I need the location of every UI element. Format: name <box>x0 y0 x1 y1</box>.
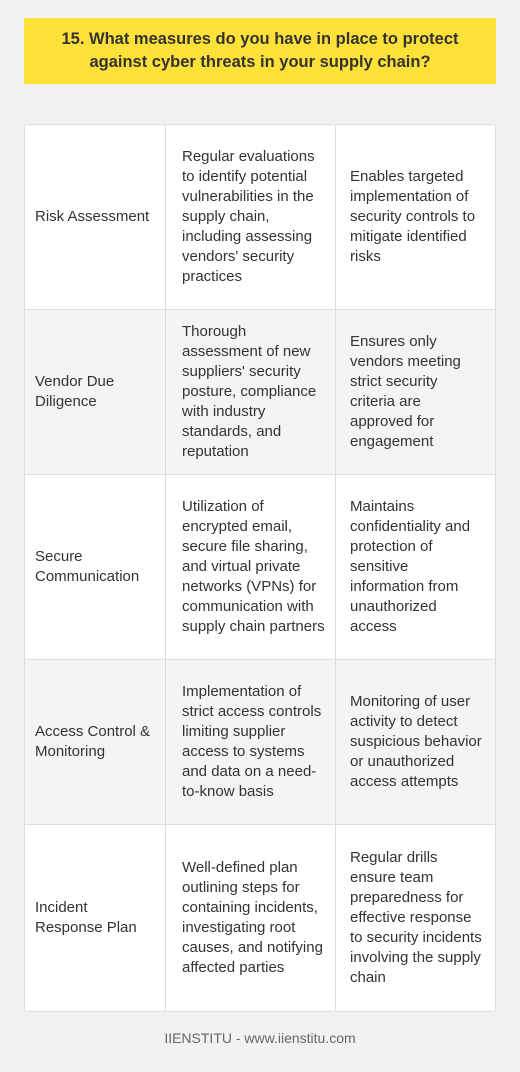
table-row <box>25 125 495 310</box>
benefit-cell: Maintains confidentiality and protection of sensitive information from unauthorized access <box>350 498 471 635</box>
description-cell: Well-defined plan outlining steps for containing incidents, investigating root causes, and notifying affected parties <box>166 825 336 1011</box>
table-row <box>25 310 495 475</box>
footer-credit: IIENSTITU - www.iienstitu.com <box>164 1030 356 1046</box>
title-banner <box>24 18 496 84</box>
description-cell: Implementation of strict access controls limiting supplier access to systems and data on a need-to-know basis <box>166 660 336 824</box>
measure-cell: Risk Assessment <box>25 125 166 309</box>
table-row <box>25 475 495 660</box>
table-row <box>25 660 495 825</box>
description-cell: Utilization of encrypted email, secure file sharing, and virtual private networks (VPNs) for communication with supply chain partners <box>166 475 336 659</box>
measure-cell: Secure Communication <box>25 475 166 659</box>
benefit-cell: Monitoring of user activity to detect suspicious behavior or unauthorized access attempts <box>350 693 482 790</box>
page-title: 15. What measures do you have in place to protect against cyber threats in your supply chain? <box>61 30 459 71</box>
benefit-cell: Enables targeted implementation of security controls to mitigate identified risks <box>350 168 476 265</box>
description-cell: Thorough assessment of new suppliers' security posture, compliance with industry standards, and reputation <box>166 310 336 474</box>
benefit-cell: Regular drills ensure team preparedness for effective response to security incidents involving the supply chain <box>350 849 482 986</box>
table-row <box>25 825 495 1011</box>
measure-cell: Vendor Due Diligence <box>25 310 166 474</box>
measure-cell: Incident Response Plan <box>25 825 166 1011</box>
measure-cell: Access Control & Monitoring <box>25 660 166 824</box>
measures-table <box>24 124 496 1012</box>
description-cell: Regular evaluations to identify potential vulnerabilities in the supply chain, including assessing vendors' security practices <box>166 125 336 309</box>
benefit-cell: Ensures only vendors meeting strict security criteria are approved for engagement <box>350 333 461 450</box>
